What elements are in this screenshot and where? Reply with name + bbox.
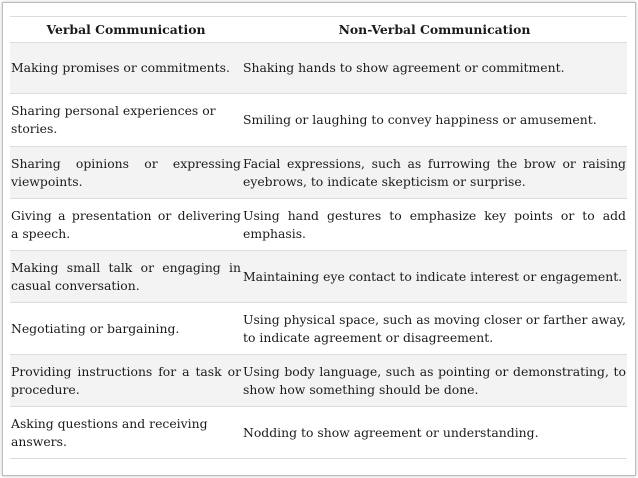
table-row — [10, 147, 627, 199]
communication-table — [10, 16, 627, 459]
verbal-cell: Negotiating or bargaining. — [10, 303, 242, 355]
table-row — [10, 94, 627, 147]
verbal-cell: Giving a presentation or delivering a speech. — [10, 199, 242, 251]
header-verbal: Verbal Communication — [10, 17, 242, 43]
table-row — [10, 251, 627, 303]
verbal-cell: Sharing personal experiences or stories. — [10, 94, 242, 147]
nonverbal-cell: Using physical space, such as moving closer or farther away, to indicate agreement or disagreement. — [242, 303, 627, 355]
verbal-cell: Making promises or commitments. — [10, 43, 242, 94]
nonverbal-cell: Shaking hands to show agreement or commitment. — [242, 43, 627, 94]
header-nonverbal: Non-Verbal Communication — [242, 17, 627, 43]
verbal-cell: Making small talk or engaging in casual conversation. — [10, 251, 242, 303]
nonverbal-cell: Using hand gestures to emphasize key points or to add emphasis. — [242, 199, 627, 251]
nonverbal-cell: Smiling or laughing to convey happiness or amusement. — [242, 94, 627, 147]
verbal-cell: Sharing opinions or expressing viewpoints. — [10, 147, 242, 199]
verbal-cell: Providing instructions for a task or procedure. — [10, 355, 242, 407]
table-row — [10, 355, 627, 407]
nonverbal-cell: Maintaining eye contact to indicate interest or engagement. — [242, 251, 627, 303]
table-row — [10, 407, 627, 459]
nonverbal-cell: Using body language, such as pointing or demonstrating, to show how something should be done. — [242, 355, 627, 407]
table-row — [10, 199, 627, 251]
nonverbal-cell: Nodding to show agreement or understanding. — [242, 407, 627, 459]
nonverbal-cell: Facial expressions, such as furrowing the brow or raising eyebrows, to indicate skepticism or surprise. — [242, 147, 627, 199]
table-row — [10, 43, 627, 94]
table-row — [10, 303, 627, 355]
table-header-row — [10, 17, 627, 43]
verbal-cell: Asking questions and receiving answers. — [10, 407, 242, 459]
